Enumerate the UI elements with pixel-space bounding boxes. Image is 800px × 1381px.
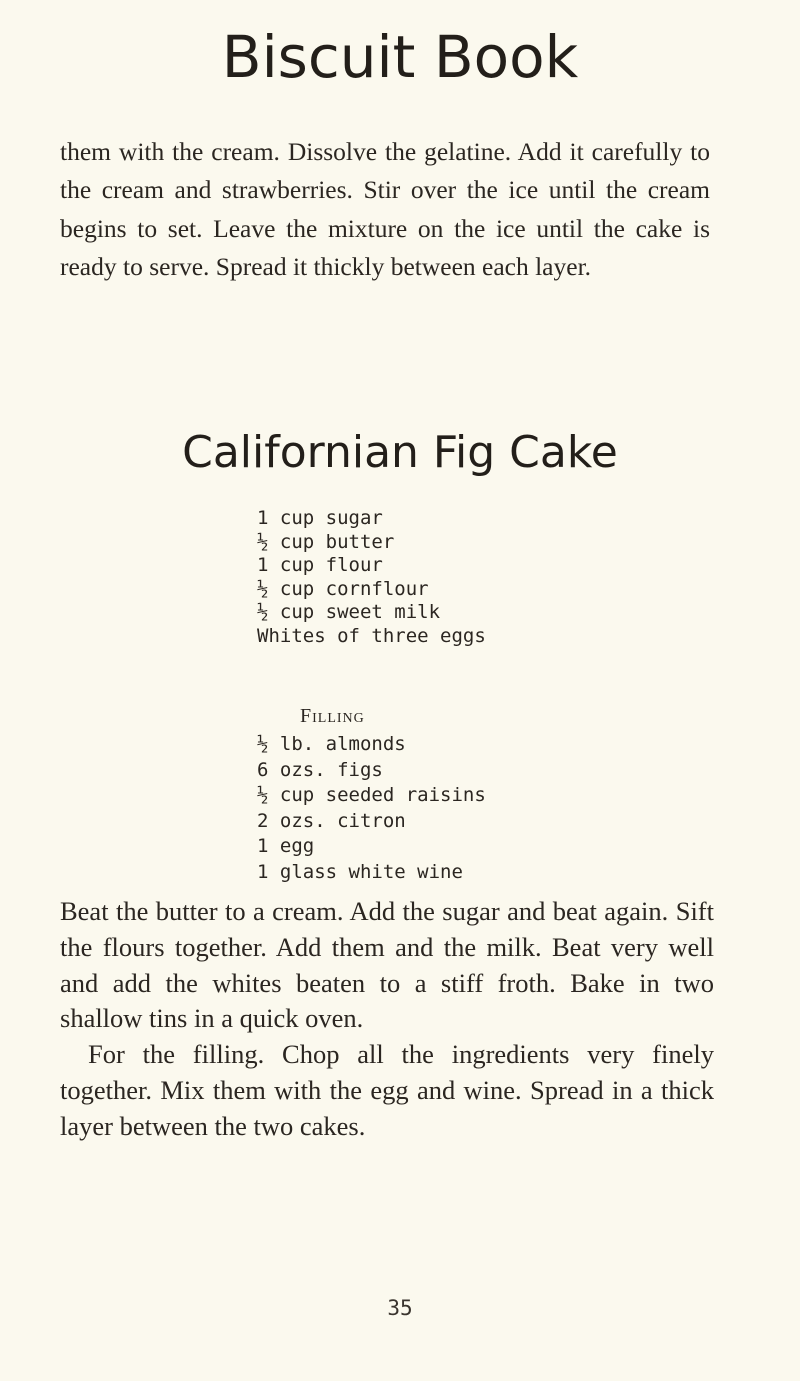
method-paragraph: Beat the butter to a cream. Add the sugar and beat again. Sift the flours together. Add them and the milk. Beat very well and add the whites beaten to a stiff froth. Bake in two shallow tins in a quick oven. (60, 896, 714, 1034)
filling-item: 1 glass white wine (257, 860, 463, 883)
ingredient-item: ½ cup sweet milk (257, 601, 441, 624)
filling-list (257, 732, 486, 885)
running-title: Biscuit Book (221, 23, 579, 91)
method-text (60, 894, 714, 1145)
filling-item: 6 ozs. figs (257, 758, 383, 781)
filling-item: ½ lb. almonds (257, 733, 406, 755)
ingredient-list (257, 507, 486, 649)
method-paragraph: For the filling. Chop all the ingredients very finely together. Mix them with the egg and wine. Spread in a thick layer between the two cakes. (60, 1039, 714, 1141)
ingredient-item: ½ cup cornflour (257, 577, 429, 600)
ingredient-item: Whites of three eggs (257, 624, 486, 647)
ingredient-item: 1 cup sugar (257, 507, 383, 529)
intro-paragraph: them with the cream. Dissolve the gelatine. Add it carefully to the cream and strawberries. Stir over the ice until the cream begins to set. Leave the mixture on the ice until the cake is ready to serve. Spread it thickly between each layer. (60, 137, 710, 282)
ingredient-item: 1 cup flour (257, 554, 383, 577)
recipe-title: Californian Fig Cake (182, 427, 618, 478)
ingredient-item: ½ cup butter (257, 530, 395, 553)
filling-item: ½ cup seeded raisins (257, 784, 486, 806)
filling-item: 2 ozs. citron (257, 809, 406, 832)
filling-heading: Filling (300, 705, 365, 727)
page-number: 35 (387, 1296, 413, 1320)
filling-item: 1 egg (257, 835, 315, 857)
